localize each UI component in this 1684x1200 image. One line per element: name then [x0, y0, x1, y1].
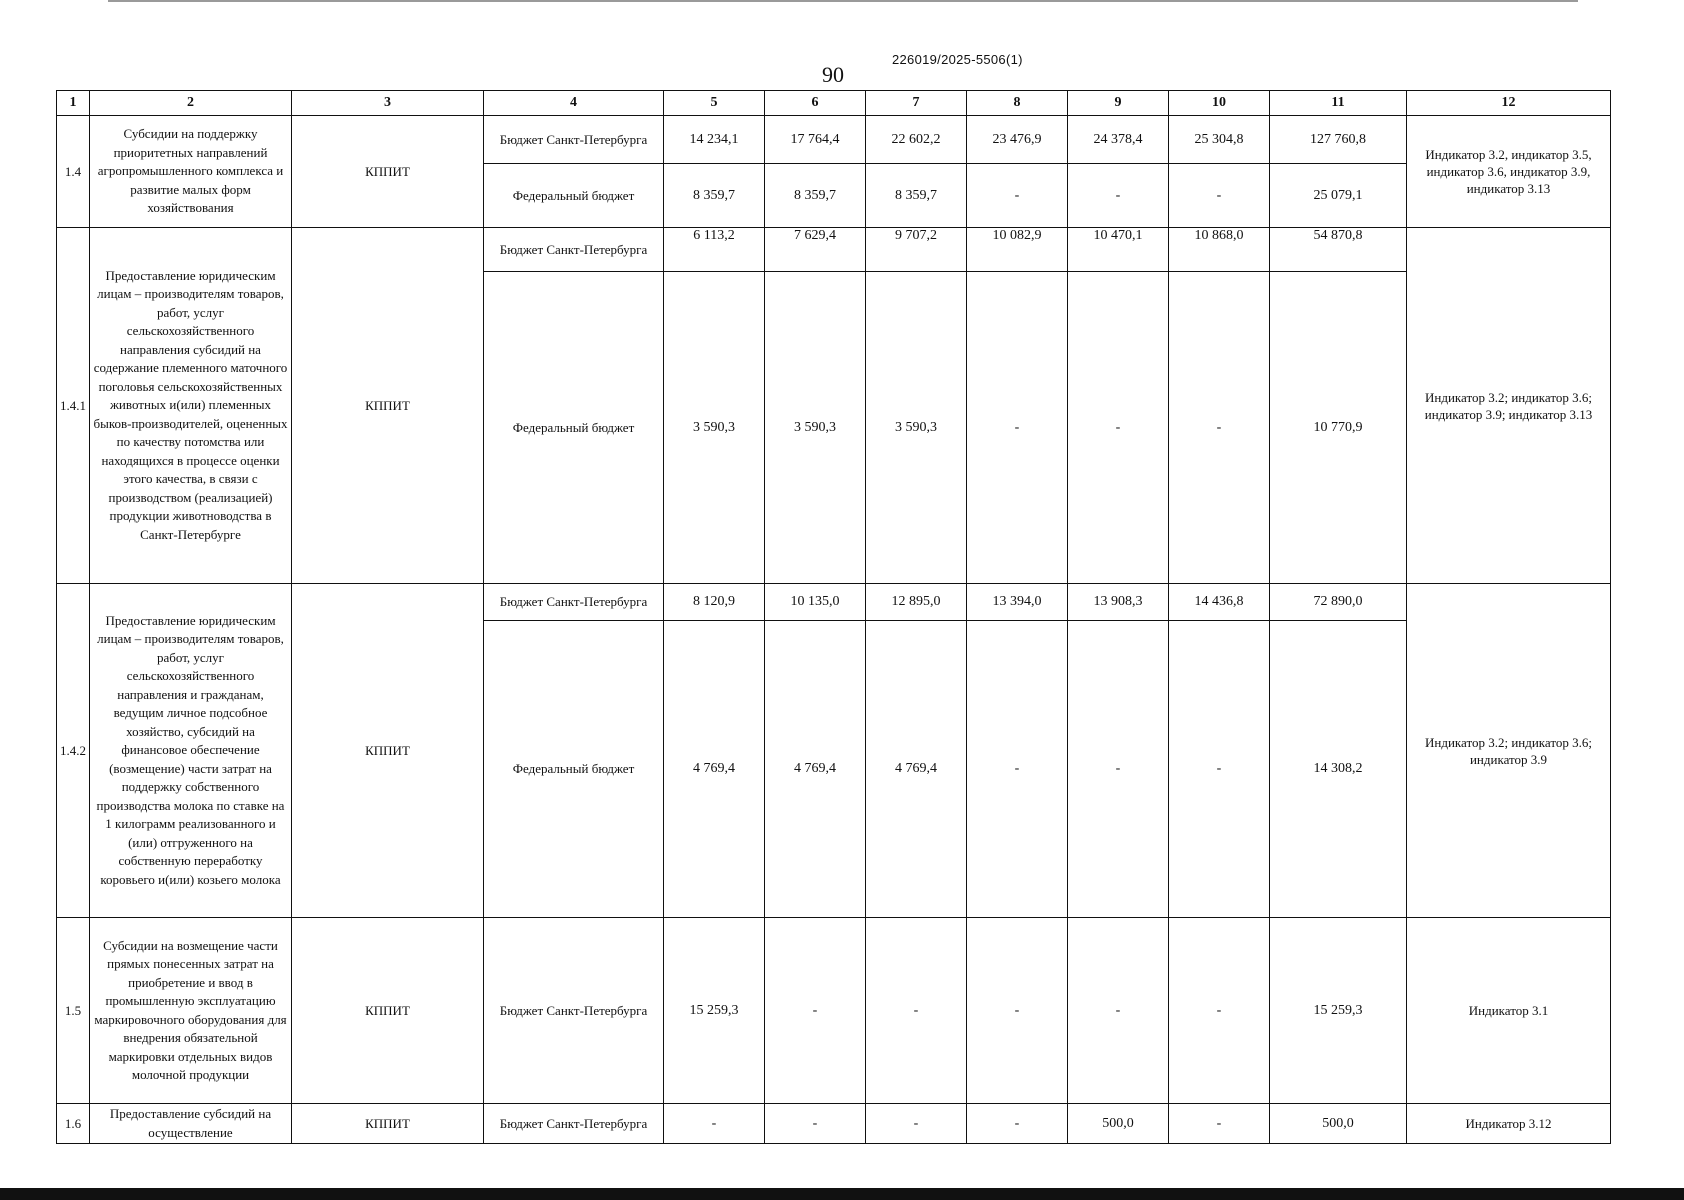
total-cell: 500,0 [1270, 1104, 1407, 1144]
value-cell: 4 769,4 [765, 621, 866, 918]
value-cell: 12 895,0 [866, 584, 967, 621]
column-number-row [57, 91, 1611, 116]
column-header: 3 [292, 91, 484, 116]
measure-name: Субсидии на поддержку приоритетных направлений агропромышленного комплекса и развитие малых форм хозяйствования [90, 116, 292, 228]
indicators: Индикатор 3.2; индикатор 3.6; индикатор 3.9; индикатор 3.13 [1407, 228, 1611, 584]
funding-source: Федеральный бюджет [484, 164, 664, 228]
value-cell: 500,0 [1068, 1104, 1169, 1144]
column-header: 12 [1407, 91, 1611, 116]
total-cell: 14 308,2 [1270, 621, 1407, 918]
value-cell: 7 629,4 [765, 228, 866, 272]
value-cell: - [1068, 272, 1169, 584]
funding-source: Бюджет Санкт-Петербурга [484, 584, 664, 621]
value-cell: - [1068, 621, 1169, 918]
value-cell: - [765, 918, 866, 1104]
value-cell: 23 476,9 [967, 116, 1068, 164]
column-header: 1 [57, 91, 90, 116]
value-cell: 10 082,9 [967, 228, 1068, 272]
bottom-edge-bar [0, 1188, 1684, 1200]
value-cell: 8 359,7 [664, 164, 765, 228]
value-cell: 13 394,0 [967, 584, 1068, 621]
total-cell: 54 870,8 [1270, 228, 1407, 272]
funding-source: Федеральный бюджет [484, 272, 664, 584]
column-header: 9 [1068, 91, 1169, 116]
indicators: Индикатор 3.12 [1407, 1104, 1611, 1144]
value-cell: 25 304,8 [1169, 116, 1270, 164]
value-cell: - [1169, 918, 1270, 1104]
table-row [57, 584, 1611, 621]
total-cell: 72 890,0 [1270, 584, 1407, 621]
funding-source: Бюджет Санкт-Петербурга [484, 918, 664, 1104]
indicators: Индикатор 3.2; индикатор 3.6; индикатор 3.9 [1407, 584, 1611, 918]
value-cell: - [1169, 272, 1270, 584]
row-number: 1.4.2 [57, 584, 90, 918]
value-cell: 22 602,2 [866, 116, 967, 164]
table-row [57, 918, 1611, 1104]
value-cell: 8 120,9 [664, 584, 765, 621]
value-cell: 10 470,1 [1068, 228, 1169, 272]
measure-name: Предоставление субсидий на осуществление [90, 1104, 292, 1144]
total-cell: 10 770,9 [1270, 272, 1407, 584]
table-row [57, 1104, 1611, 1144]
row-number: 1.4.1 [57, 228, 90, 584]
value-cell: - [866, 918, 967, 1104]
total-cell: 25 079,1 [1270, 164, 1407, 228]
value-cell: - [967, 272, 1068, 584]
value-cell: - [1169, 164, 1270, 228]
value-cell: - [1169, 1104, 1270, 1144]
table-row [57, 116, 1611, 164]
row-number: 1.4 [57, 116, 90, 228]
column-header: 11 [1270, 91, 1407, 116]
indicators: Индикатор 3.1 [1407, 918, 1611, 1104]
total-cell: 15 259,3 [1270, 918, 1407, 1104]
funding-source: Бюджет Санкт-Петербурга [484, 1104, 664, 1144]
value-cell: 3 590,3 [664, 272, 765, 584]
value-cell: - [967, 621, 1068, 918]
document-id: 226019/2025-5506(1) [892, 52, 1023, 67]
value-cell: - [967, 164, 1068, 228]
funding-source: Бюджет Санкт-Петербурга [484, 116, 664, 164]
value-cell: 17 764,4 [765, 116, 866, 164]
executor: КППИТ [292, 584, 484, 918]
value-cell: 4 769,4 [664, 621, 765, 918]
value-cell: 24 378,4 [1068, 116, 1169, 164]
measure-name: Предоставление юридическим лицам – производителям товаров, работ, услуг сельскохозяйственного направления субсидий на содержание племенного маточного поголовья сельскохозяйственных животных и(или) племенных быков-производителей, оцененных по качеству потомства или находящихся в процессе оценки этого качества, в связи с производством (реализацией) продукции животноводства в Санкт-Петербурге [90, 228, 292, 584]
value-cell: 13 908,3 [1068, 584, 1169, 621]
value-cell: - [967, 1104, 1068, 1144]
value-cell: - [866, 1104, 967, 1144]
column-header: 4 [484, 91, 664, 116]
indicators: Индикатор 3.2, индикатор 3.5, индикатор 3.6, индикатор 3.9, индикатор 3.13 [1407, 116, 1611, 228]
column-header: 6 [765, 91, 866, 116]
column-header: 8 [967, 91, 1068, 116]
value-cell: - [1068, 918, 1169, 1104]
value-cell: - [765, 1104, 866, 1144]
column-header: 2 [90, 91, 292, 116]
value-cell: 3 590,3 [765, 272, 866, 584]
value-cell: 9 707,2 [866, 228, 967, 272]
value-cell: 6 113,2 [664, 228, 765, 272]
value-cell: 10 135,0 [765, 584, 866, 621]
top-edge-rule [108, 0, 1578, 2]
executor: КППИТ [292, 1104, 484, 1144]
executor: КППИТ [292, 116, 484, 228]
measure-name: Предоставление юридическим лицам – производителям товаров, работ, услуг сельскохозяйственного направления и гражданам, ведущим личное подсобное хозяйство, субсидий на финансовое обеспечение (возмещение) части затрат на поддержку собственного производства молока по ставке на 1 килограмм реализованного и (или) отгруженного на собственную переработку коровьего и(или) козьего молока [90, 584, 292, 918]
value-cell: 8 359,7 [765, 164, 866, 228]
value-cell: 4 769,4 [866, 621, 967, 918]
value-cell: 10 868,0 [1169, 228, 1270, 272]
funding-source: Федеральный бюджет [484, 621, 664, 918]
column-header: 7 [866, 91, 967, 116]
column-header: 5 [664, 91, 765, 116]
page-number: 90 [822, 62, 844, 87]
measure-name: Субсидии на возмещение части прямых понесенных затрат на приобретение и ввод в промышленную эксплуатацию маркировочного оборудования для внедрения обязательной маркировки отдельных видов молочной продукции [90, 918, 292, 1104]
table-row [57, 228, 1611, 272]
value-cell: - [664, 1104, 765, 1144]
value-cell: - [967, 918, 1068, 1104]
value-cell: 15 259,3 [664, 918, 765, 1104]
value-cell: - [1169, 621, 1270, 918]
value-cell: - [1068, 164, 1169, 228]
value-cell: 3 590,3 [866, 272, 967, 584]
value-cell: 14 436,8 [1169, 584, 1270, 621]
value-cell: 14 234,1 [664, 116, 765, 164]
funding-source: Бюджет Санкт-Петербурга [484, 228, 664, 272]
row-number: 1.5 [57, 918, 90, 1104]
row-number: 1.6 [57, 1104, 90, 1144]
budget-table [56, 90, 1611, 1144]
executor: КППИТ [292, 918, 484, 1104]
executor: КППИТ [292, 228, 484, 584]
value-cell: 8 359,7 [866, 164, 967, 228]
total-cell: 127 760,8 [1270, 116, 1407, 164]
column-header: 10 [1169, 91, 1270, 116]
